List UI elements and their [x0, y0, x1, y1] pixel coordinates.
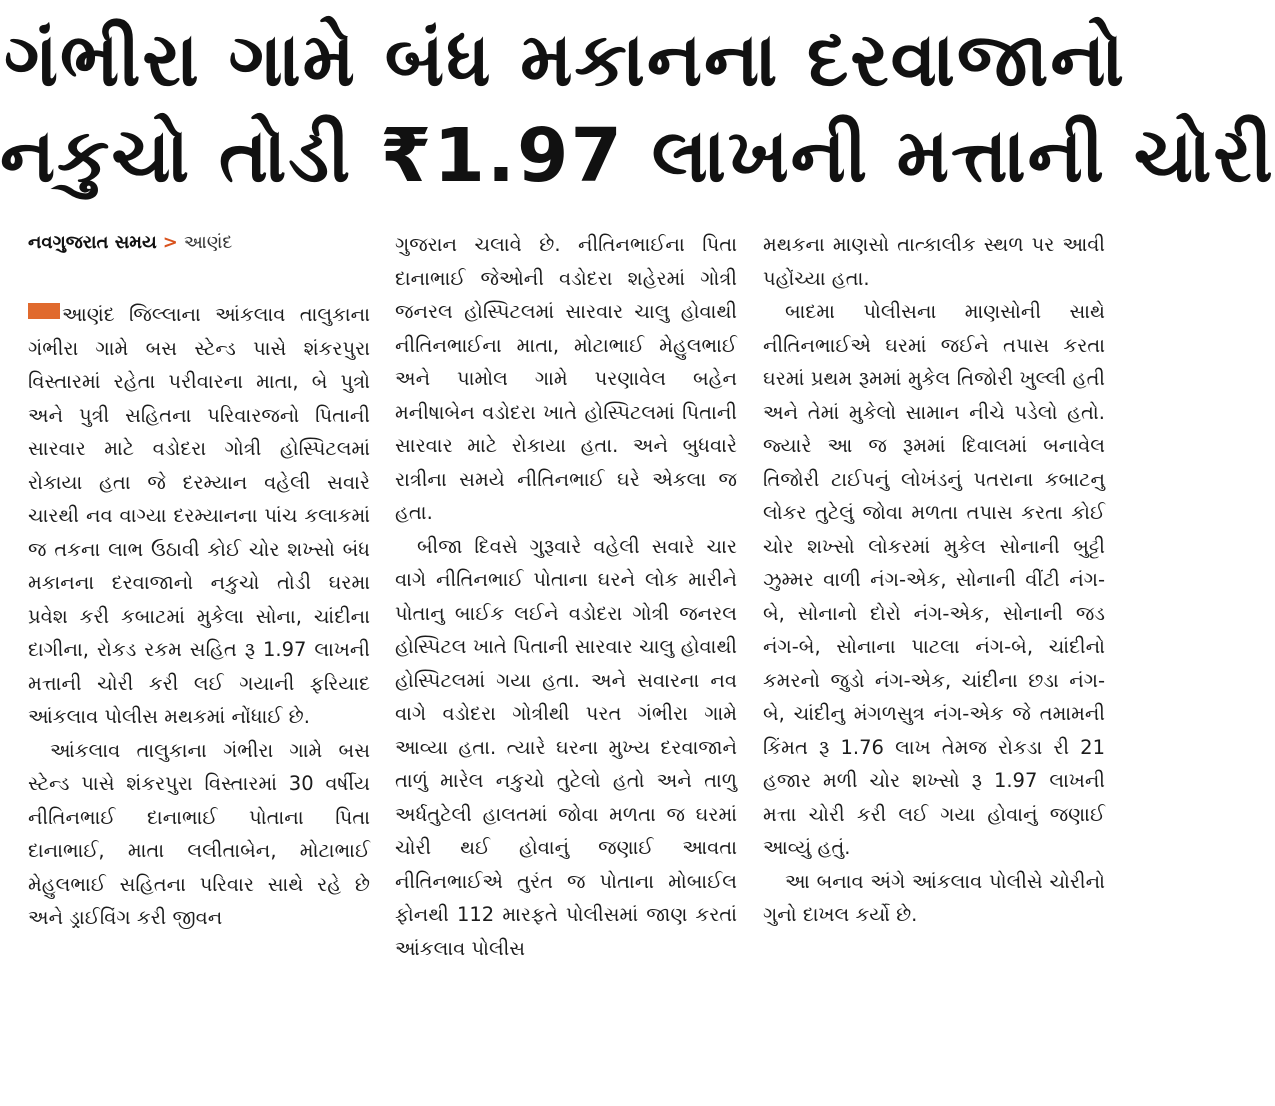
paragraph-3-start: બીજા દિવસે ગુરૂવારે વહેલી સવારે ચાર વાગે નીતિનભાઈ પોતાના ઘરને લોક મારીને પોતાનુ બાઈક લઈને વડોદરા ગોત્રી જનરલ હોસ્પિટલ ખાતે પિતાની સારવાર ચાલુ હોવાથી હોસ્પિટલમાં ગયા હતા. અને સવારના નવ વાગે વડોદરા ગોત્રીથી પરત ગંભીરા ગામે આવ્યા હતા. ત્યારે ઘરના મુખ્ય દરવાજાને તાળું મારેલ નકુચો તુટેલો હતો અને તાળુ અર્ધતુટેલી હાલતમાં જોવા મળતા જ ઘરમાં ચોરી થઈ હોવાનું જણાઈ આવતા નીતિનભાઈએ તુરંત જ પોતાના મોબાઈલ ફોનથી 112 મારફતે પોલીસમાં જાણ કરતાં આંકલાવ પોલીસ — [395, 534, 737, 960]
paragraph-2-continued: ગુજરાન ચલાવે છે. નીતિનભાઈના પિતા દાનાભાઈ જેઓની વડોદરા શહેરમાં ગોત્રી જનરલ હોસ્પિટલમાં સારવાર ચાલુ હોવાથી નીતિનભાઈના માતા, મોટાભાઈ મેહુલભાઈ અને પામોલ ગામે પરણાવેલ બહેન મનીષાબેન વડોદરા ખાતે હોસ્પિટલમાં પિતાની સારવાર માટે રોકાયા હતા. અને બુધવારે રાત્રીના સમયે નીતિનભાઈ ઘરે એકલા જ હતા. — [395, 233, 737, 524]
column-1 — [28, 228, 370, 935]
column-3 — [763, 228, 1105, 932]
headline-line-2: નકુચો તોડી ₹1.97 લાખની મત્તાની ચોરી — [0, 113, 1275, 199]
paragraph-2-start: આંકલાવ તાલુકાના ગંભીરા ગામે બસ સ્ટેન્ડ પાસે શંકરપુરા વિસ્તારમાં 30 વર્ષીય નીતિનભાઈ દાનાભાઈ પોતાના પિતા દાનાભાઈ, માતા લલીતાબેન, મોટાભાઈ મેહુલભાઈ સહિતના પરિવાર સાથે રહે છે અને ડ્રાઈવિંગ કરી જીવન — [28, 738, 370, 929]
paragraph-1-text: આણંદ જિલ્લાના આંકલાવ તાલુકાના ગંભીરા ગામે બસ સ્ટેન્ડ પાસે શંકરપુરા વિસ્તારમાં રહેતા પરીવારના માતા, બે પુત્રો અને પુત્રી સહિતના પરિવારજનો પિતાની સારવાર માટે વડોદરા ગોત્રી હોસ્પિટલમાં રોકાયા હતા જે દરમ્યાન વહેલી સવારે ચારથી નવ વાગ્યા દરમ્યાનના પાંચ કલાકમાં જ તકના લાભ ઉઠાવી કોઈ ચોર શખ્સો બંધ મકાનના દરવાજાનો નકુચો તોડી ઘરમા પ્રવેશ કરી કબાટમાં મુકેલા સોના, ચાંદીના દાગીના, રોકડ રકમ સહિત રૂ 1.97 લાખની મત્તાની ચોરી કરી લઈ ગયાની ફરિયાદ આંકલાવ પોલીસ મથકમાં નોંધાઈ છે. — [28, 303, 370, 728]
column-2 — [395, 228, 737, 965]
paragraph-3-continued: મથકના માણસો તાત્કાલીક સ્થળ પર આવી પહોંચ્યા હતા. — [763, 233, 1105, 290]
article-body — [28, 228, 1108, 1098]
paragraph-marker — [28, 303, 60, 319]
byline — [28, 228, 370, 258]
byline-newspaper: નવગુજરાત સમય — [28, 232, 157, 253]
headline-line-1: ગંભીરા ગામે બંધ મકાનના દરવાજાનો — [4, 17, 1126, 103]
byline-separator: > — [162, 232, 178, 253]
byline-place: આણંદ — [183, 232, 233, 253]
paragraph-5: આ બનાવ અંગે આંકલાવ પોલીસે ચોરીનો ગુનો દાખલ કર્યો છે. — [763, 869, 1105, 926]
paragraph-1 — [28, 298, 370, 734]
paragraph-4: બાદમા પોલીસના માણસોની સાથે નીતિનભાઈએ ઘરમાં જઈને તપાસ કરતા ઘરમાં પ્રથમ રૂમમાં મુકેલ તિજોરી ખુલ્લી હતી અને તેમાં મુકેલો સામાન નીચે પડેલો હતો. જ્યારે આ જ રૂમમાં દિવાલમાં બનાવેલ તિજોરી ટાઈપનું લોખંડનું પતરાના કબાટનુ લોકર તુટેલું જોવા મળતા તપાસ કરતા કોઈ ચોર શખ્સો લોકરમાં મુકેલ સોનાની બુટ્ટી ઝુમ્મર વાળી નંગ-એક, સોનાની વીંટી નંગ-બે, સોનાનો દોરો નંગ-એક, સોનાની જડ નંગ-બે, સોનાના પાટલા નંગ-બે, ચાંદીનો કમરનો જુડો નંગ-એક, ચાંદીના છડા નંગ-બે, ચાંદીનુ મંગળસુત્ર નંગ-એક જે તમામની કિંમત રૂ 1.76 લાખ તેમજ રોકડા રી 21 હજાર મળી ચોર શખ્સો રૂ 1.97 લાખની મત્તા ચોરી કરી લઈ ગયા હોવાનું જણાઈ આવ્યું હતું. — [763, 300, 1105, 859]
article-headline — [0, 12, 1275, 204]
